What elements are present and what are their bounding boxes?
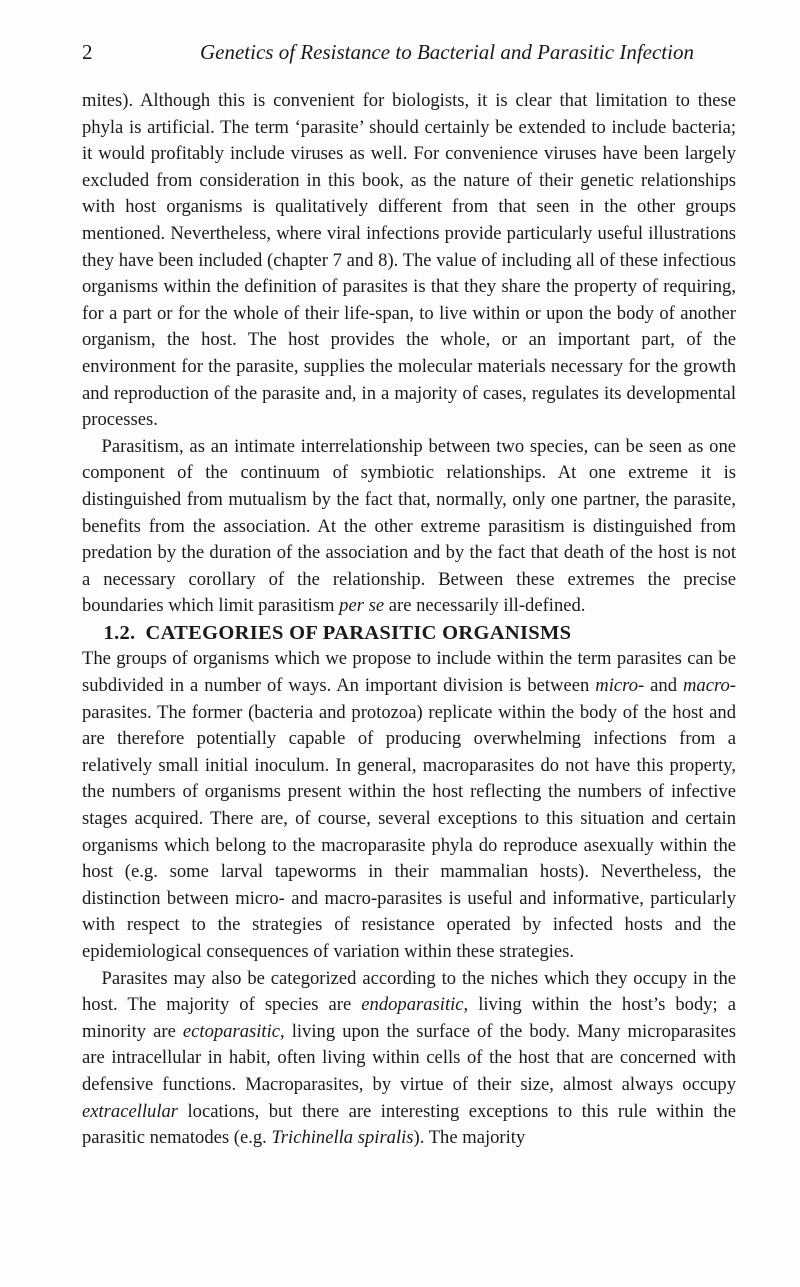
italic-term: ectoparasitic xyxy=(182,1020,280,1042)
paragraph-parasitism xyxy=(82,434,736,620)
paragraph-text: are necessarily ill-defined. xyxy=(384,595,586,617)
paragraph-text: ). The majority xyxy=(413,1127,526,1149)
italic-term: extracellular xyxy=(82,1100,179,1122)
paragraph-text: and xyxy=(644,675,683,697)
section-number: 1.2. xyxy=(103,621,136,644)
running-head xyxy=(82,40,718,70)
paragraph-text: Parasitism, as an intimate interrelationship between two species, can be seen as one component of the continuum of symbiotic relationships. At one extreme it is distinguished from mutualism by the fact that, normally, only one partner, the parasite, benefits from the association. At the other extreme parasitism is distinguished from predation by the duration of the association and by the fact that death of the host is not a necessary corollary of the relationship. Between these extremes the precise boundaries which limit parasitism xyxy=(82,435,736,617)
page-number: 2 xyxy=(82,40,93,64)
paragraph-niches xyxy=(82,966,736,1152)
paragraph-micro-macro xyxy=(82,646,736,965)
italic-term: endoparasitic xyxy=(361,994,464,1016)
paragraph-text: Parasites may also be categorized according to the niches which they occupy in the host. The majority of species are xyxy=(82,967,736,1016)
paragraph-continuation: mites). Although this is convenient for biologists, it is clear that limitation to these phyla is artificial. The term ‘parasite’ should certainly be extended to include bacteria; it would profitably include viruses as well. For convenience viruses have been largely excluded from consideration in this book, as the nature of their genetic relationships with host organisms is qualitatively different from that seen in the other groups mentioned. Nevertheless, where viral infections provide particularly useful illustrations they have been included (chapter 7 and 8). The value of including all of these infectious organisms within the definition of parasites is that they share the property of requiring, for a part or for the whole of their life-span, to live within or upon the body of another organism, the host. The host provides the whole, or an important part, of the environment for the parasite, supplies the molecular materials necessary for the growth and reproduction of the parasite and, in a majority of cases, regulates its developmental processes. xyxy=(82,90,736,431)
italic-term: Trichinella spiralis xyxy=(271,1127,414,1149)
section-title: CATEGORIES OF PARASITIC ORGANISMS xyxy=(145,621,572,644)
paragraph-text: -parasites. The former (bacteria and protozoa) replicate within the body of the host and are therefore potentially capable of producing overwhelming infections from a relatively small initial inoculum. In general, macroparasites do not have this property, the numbers of organisms present within the host reflecting the numbers of infective stages acquired. There are, of course, several exceptions to this situation and certain organisms which belong to the macroparasite phyla do reproduce asexually within the host (e.g. some larval tapeworms in their mammalian hosts). Nevertheless, the distinction between micro- and macro-parasites is useful and informative, particularly with respect to the strategies of resistance operated by infected hosts and the epidemiological consequences of variation within these strategies. xyxy=(82,675,736,962)
paragraph-text: , living within the host’s body; a minority are xyxy=(82,994,736,1042)
italic-term: micro- xyxy=(595,675,645,697)
section-heading xyxy=(82,620,736,647)
paragraph-text: locations, but there are interesting exceptions to this rule within the parasitic nematodes (e.g. xyxy=(82,1100,736,1149)
italic-term: macro xyxy=(682,675,730,697)
paragraph-text: The groups of organisms which we propose to include within the term parasites can be subdivided in a number of ways. An important division is between xyxy=(82,648,736,697)
running-title: Genetics of Resistance to Bacterial and Parasitic Infection xyxy=(200,40,694,64)
body-text xyxy=(82,88,736,1152)
italic-term: per se xyxy=(339,595,385,617)
paragraph-text: , living upon the surface of the body. Many microparasites are intracellular in habit, often living within cells of the host that are concerned with defensive functions. Macroparasites, by virtue of their size, almost always occupy xyxy=(82,1020,736,1095)
